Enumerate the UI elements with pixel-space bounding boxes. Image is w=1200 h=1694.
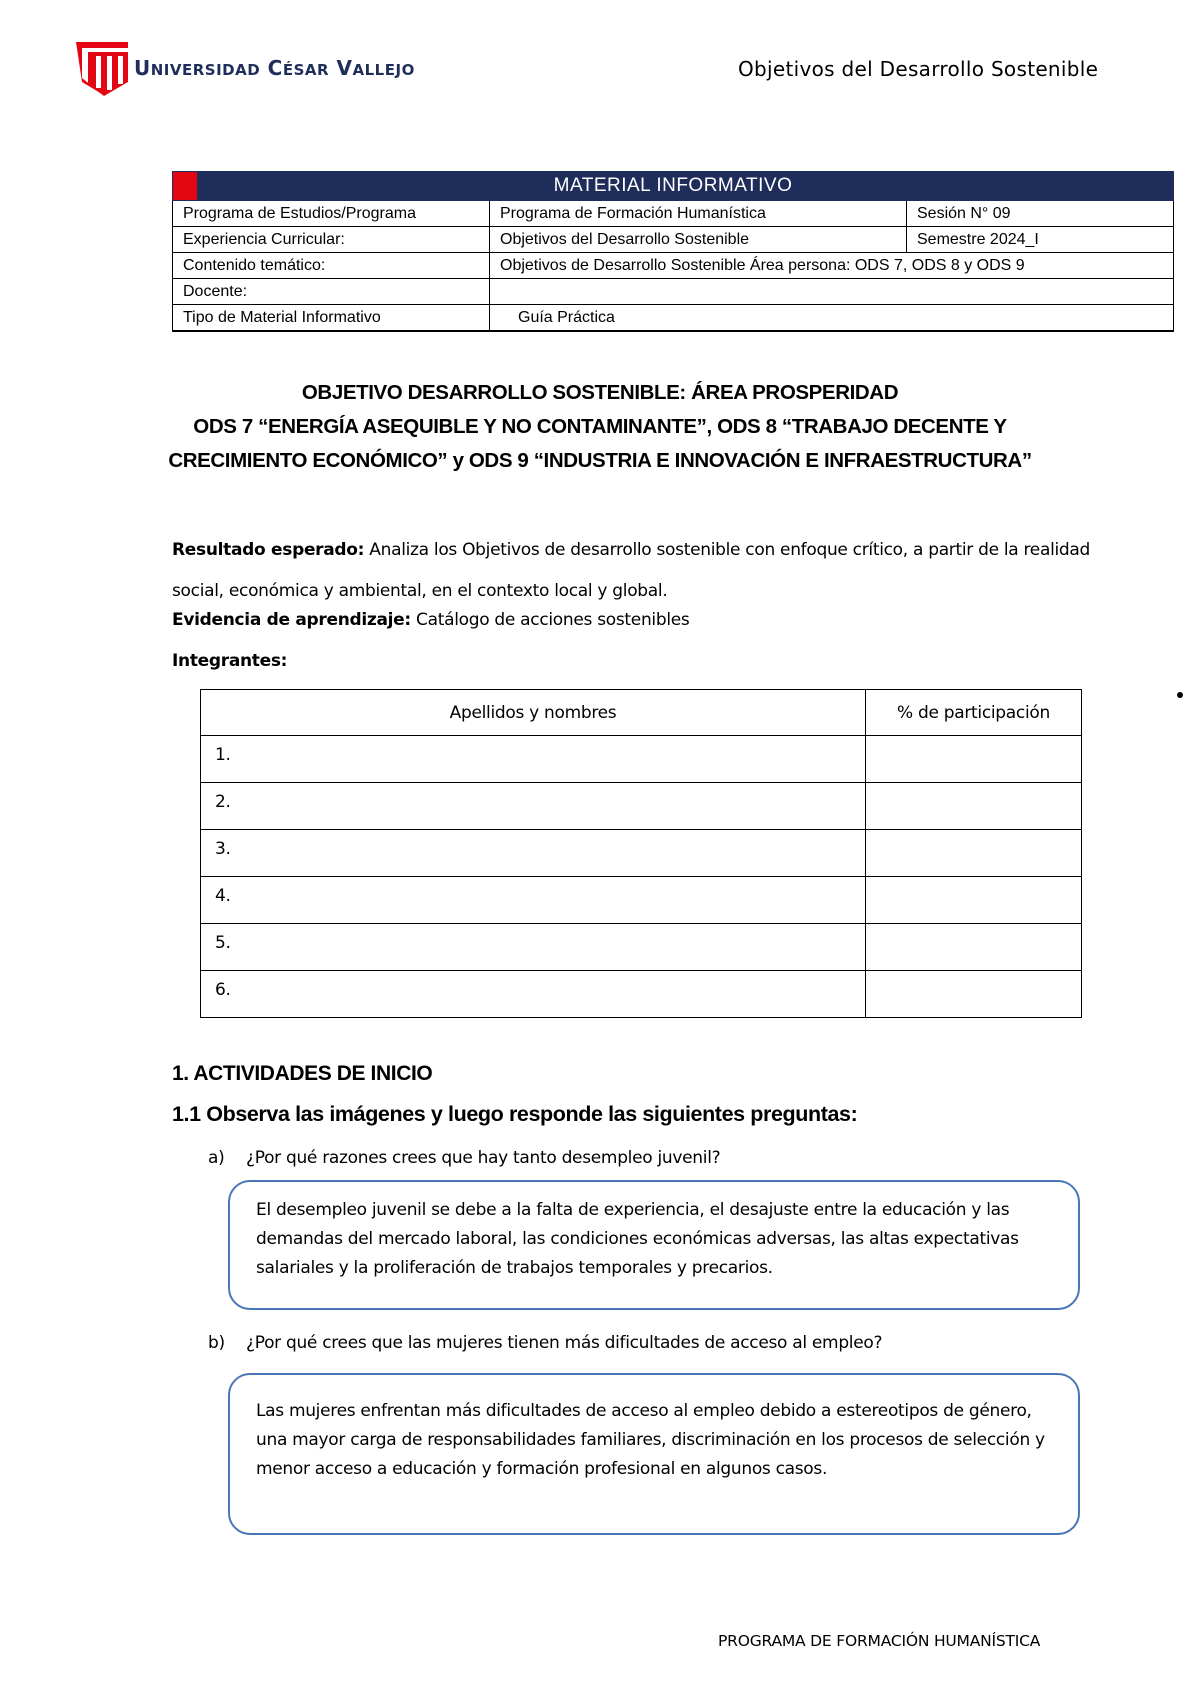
university-logo (74, 38, 130, 96)
material-info-table (172, 171, 1174, 332)
stray-bullet (1177, 692, 1183, 698)
member-name-cell[interactable]: 1. (201, 736, 866, 783)
question-b (208, 1333, 882, 1353)
member-name-cell[interactable]: 3. (201, 830, 866, 877)
members-header-names: Apellidos y nombres (201, 690, 866, 736)
table-row (201, 924, 1082, 971)
info-extra: Semestre 2024_I (907, 227, 1174, 253)
question-a-mark: a) (208, 1148, 225, 1168)
title-line: ODS 7 “ENERGÍA ASEQUIBLE Y NO CONTAMINANTE”, ODS 8 “TRABAJO DECENTE Y (193, 415, 1007, 438)
members-header-participation: % de participación (866, 690, 1082, 736)
learning-evidence-text: Catálogo de acciones sostenibles (410, 610, 690, 630)
info-value: Objetivos del Desarrollo Sostenible (490, 227, 907, 253)
expected-result-text: Analiza los Objetivos de desarrollo sostenible con enfoque crítico, a partir de la realidad social, económica y ambiental, en el contexto local y global. (172, 540, 1091, 601)
info-row (173, 253, 1174, 279)
document-title (150, 376, 1050, 478)
member-participation-cell[interactable] (866, 736, 1082, 783)
info-label: Programa de Estudios/Programa (173, 201, 490, 227)
member-name-cell[interactable]: 2. (201, 783, 866, 830)
question-b-text: ¿Por qué crees que las mujeres tienen más dificultades de acceso al empleo? (246, 1333, 883, 1353)
title-line: CRECIMIENTO ECONÓMICO” y ODS 9 “INDUSTRIA E INNOVACIÓN E INFRAESTRUCTURA” (168, 449, 1032, 472)
info-label: Contenido temático: (173, 253, 490, 279)
table-row (201, 830, 1082, 877)
member-participation-cell[interactable] (866, 830, 1082, 877)
question-a (208, 1148, 720, 1168)
info-row (173, 279, 1174, 305)
info-value (490, 279, 1174, 305)
info-label: Experiencia Curricular: (173, 227, 490, 253)
section-heading: 1. ACTIVIDADES DE INICIO (172, 1062, 433, 1085)
expected-result (172, 530, 1092, 612)
members-table (200, 689, 1082, 1018)
question-b-mark: b) (208, 1333, 225, 1353)
university-name: UNIVERSIDAD CÉSAR VALLEJO (134, 56, 415, 80)
member-participation-cell[interactable] (866, 924, 1082, 971)
info-value: Guía Práctica (490, 305, 1174, 332)
info-row (173, 305, 1174, 332)
info-extra: Sesión N° 09 (907, 201, 1174, 227)
member-participation-cell[interactable] (866, 971, 1082, 1018)
title-line: OBJETIVO DESARROLLO SOSTENIBLE: ÁREA PROSPERIDAD (301, 381, 899, 404)
info-row (173, 201, 1174, 227)
answer-a-box[interactable]: El desempleo juvenil se debe a la falta de experiencia, el desajuste entre la educación y las demandas del mercado laboral, las condiciones económicas adversas, las altas expectativas salariales y la proliferación de trabajos temporales y precarios. (228, 1180, 1080, 1310)
table-row (201, 783, 1082, 830)
learning-evidence-label: Evidencia de aprendizaje: (172, 610, 411, 630)
info-label: Docente: (173, 279, 490, 305)
red-square-marker (173, 172, 197, 200)
table-row (201, 877, 1082, 924)
course-title: Objetivos del Desarrollo Sostenible (738, 57, 1099, 81)
expected-result-label: Resultado esperado: (172, 540, 365, 560)
material-info-title: MATERIAL INFORMATIVO (173, 172, 1174, 201)
info-value: Programa de Formación Humanística (490, 201, 907, 227)
member-name-cell[interactable]: 4. (201, 877, 866, 924)
members-label: Integrantes: (172, 651, 288, 671)
question-a-text: ¿Por qué razones crees que hay tanto desempleo juvenil? (246, 1148, 721, 1168)
footer-program: PROGRAMA DE FORMACIÓN HUMANÍSTICA (718, 1632, 1041, 1650)
member-name-cell[interactable]: 5. (201, 924, 866, 971)
info-value: Objetivos de Desarrollo Sostenible Área persona: ODS 7, ODS 8 y ODS 9 (490, 253, 1174, 279)
section-subheading: 1.1 Observa las imágenes y luego responde las siguientes preguntas: (172, 1102, 858, 1126)
answer-b-box[interactable]: Las mujeres enfrentan más dificultades de acceso al empleo debido a estereotipos de género, una mayor carga de responsabilidades familiares, discriminación en los procesos de selección y menor acceso a educación y formación profesional en algunos casos. (228, 1373, 1080, 1535)
table-row (201, 736, 1082, 783)
learning-evidence (172, 610, 689, 630)
member-participation-cell[interactable] (866, 783, 1082, 830)
table-row (201, 971, 1082, 1018)
info-label: Tipo de Material Informativo (173, 305, 490, 332)
member-participation-cell[interactable] (866, 877, 1082, 924)
info-row (173, 227, 1174, 253)
member-name-cell[interactable]: 6. (201, 971, 866, 1018)
